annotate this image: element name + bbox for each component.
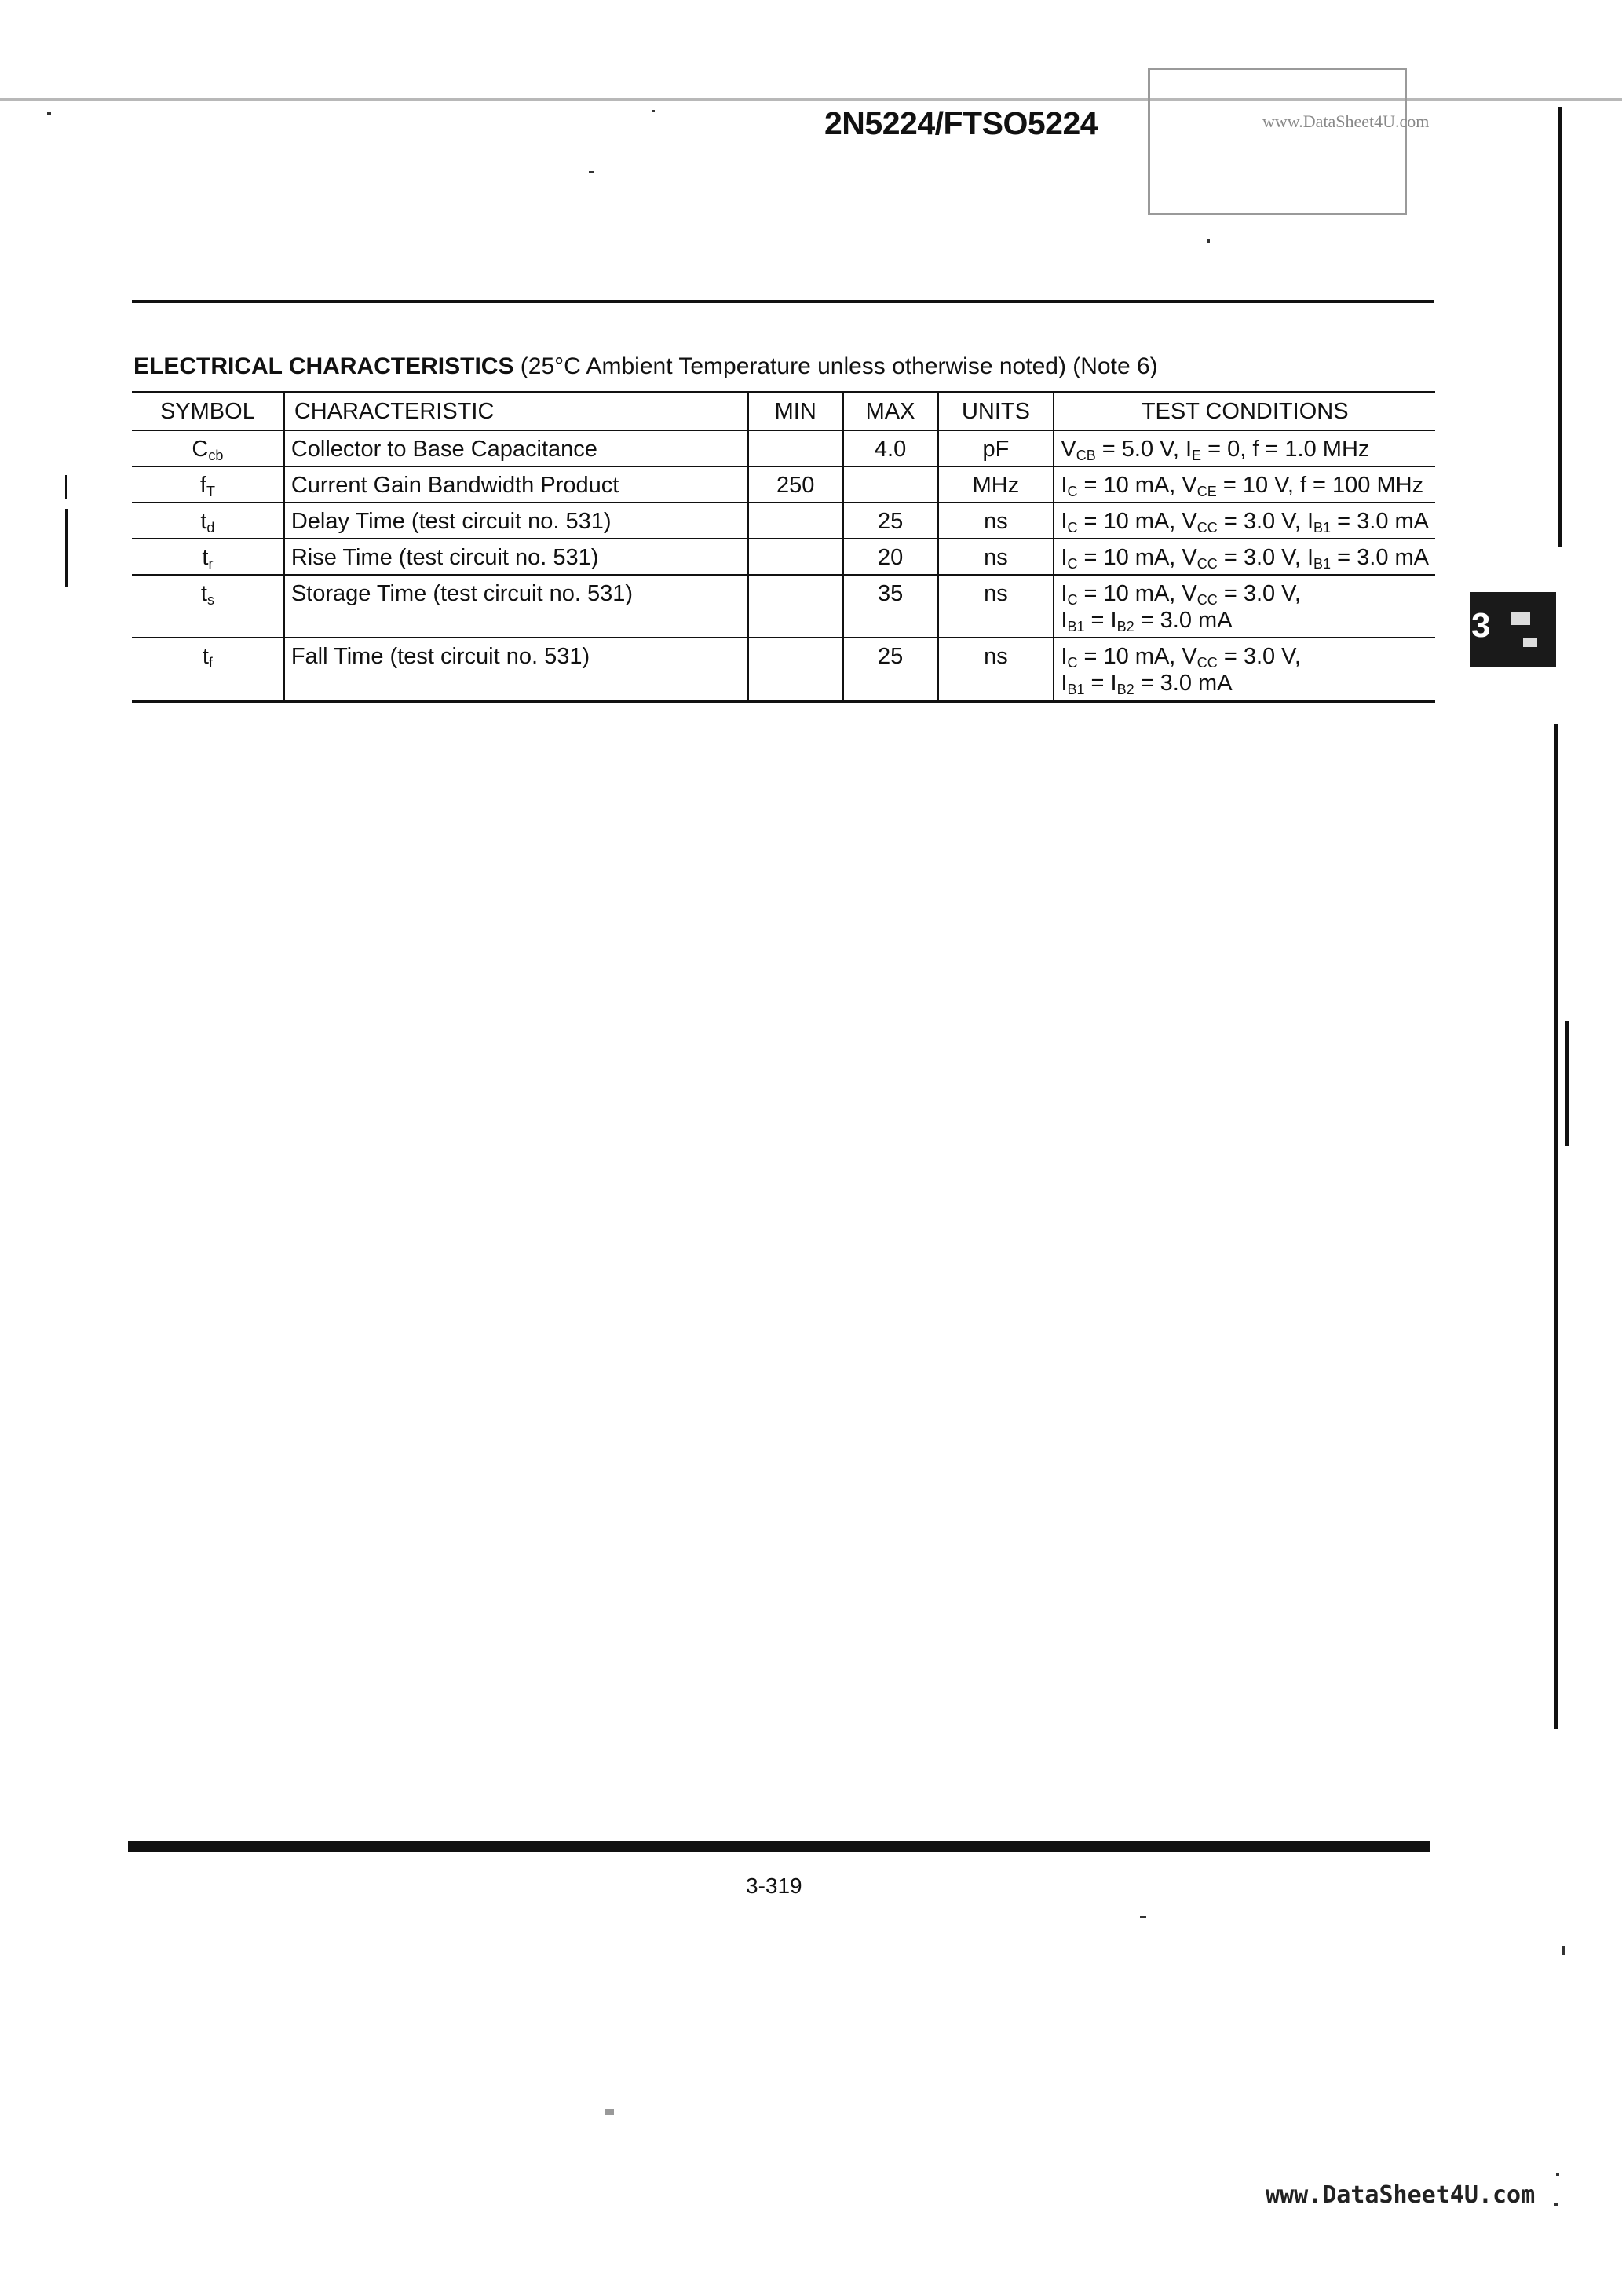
watermark-top: www.DataSheet4U.com [1262,112,1430,131]
cell-characteristic: Rise Time (test circuit no. 531) [284,539,748,575]
cell-min [748,503,843,539]
column-header-characteristic: CHARACTERISTIC [284,393,748,431]
cell-symbol: $t_r$ [132,539,284,575]
test-condition-line: $I_C = 10$ mA, $V_{CC} = 3.0$ V, $I_{B1} = 3.0$ mA [1061,545,1429,572]
cell-min [748,430,843,466]
cell-min [748,575,843,638]
cell-units: pF [938,430,1054,466]
margin-bar [1565,1021,1569,1146]
column-header-test-conditions: TEST CONDITIONS [1054,393,1435,431]
cell-test-conditions [1054,638,1435,701]
cell-units: ns [938,539,1054,575]
table-row [132,466,1435,503]
column-header-max: MAX [843,393,938,431]
test-condition-line: $I_C = 10$ mA, $V_{CC} = 3.0$ V, [1061,581,1301,608]
table-row [132,539,1435,575]
cell-max: 20 [843,539,938,575]
cell-characteristic: Storage Time (test circuit no. 531) [284,575,748,638]
margin-mark [65,509,68,587]
section-heading-note: (25°C Ambient Temperature unless otherwise noted) (Note 6) [513,353,1158,379]
cell-max: 35 [843,575,938,638]
scan-speck [1556,2173,1559,2176]
cell-characteristic: Delay Time (test circuit no. 531) [284,503,748,539]
page-number: 3-319 [746,1874,802,1898]
cell-max: 25 [843,503,938,539]
table-header-row [132,393,1435,431]
table-body [132,430,1435,701]
footer-rule [128,1841,1430,1852]
tab-speck [1523,638,1537,647]
column-header-min: MIN [748,393,843,431]
cell-test-conditions [1054,539,1435,575]
electrical-characteristics-table [132,391,1435,703]
column-header-units: UNITS [938,393,1054,431]
test-condition-line: $I_C = 10$ mA, $V_{CC} = 3.0$ V, $I_{B1} = 3.0$ mA [1061,509,1429,536]
cell-test-conditions [1054,466,1435,503]
table-row [132,430,1435,466]
scan-speck [1554,2203,1558,2206]
cell-units: MHz [938,466,1054,503]
table-row [132,575,1435,638]
table-row [132,638,1435,701]
stamp-box [1148,68,1407,215]
tab-speck [1511,612,1530,625]
scan-speck [652,110,655,112]
cell-test-conditions [1054,503,1435,539]
cell-symbol: $t_d$ [132,503,284,539]
table-row [132,503,1435,539]
cell-symbol: $f_T$ [132,466,284,503]
cell-symbol: $t_f$ [132,638,284,701]
scan-speck [1207,239,1210,243]
cell-max [843,466,938,503]
column-header-symbol: SYMBOL [132,393,284,431]
cell-units: ns [938,503,1054,539]
section-heading-bold: ELECTRICAL CHARACTERISTICS [133,353,514,379]
cell-test-conditions [1054,575,1435,638]
cell-characteristic: Current Gain Bandwidth Product [284,466,748,503]
watermark-bottom: www.DataSheet4U.com [1266,2181,1536,2209]
margin-bar [1554,724,1558,1729]
test-condition-line: $V_{CB} = 5.0$ V, $I_E = 0$, f = 1.0 MHz [1061,437,1370,463]
section-rule [132,300,1434,303]
section-tab-number: 3 [1471,606,1491,645]
cell-min [748,638,843,701]
cell-symbol: $t_s$ [132,575,284,638]
cell-characteristic: Fall Time (test circuit no. 531) [284,638,748,701]
scan-speck [605,2109,614,2115]
margin-mark [65,475,67,499]
cell-units: ns [938,575,1054,638]
margin-bar [1558,107,1562,547]
cell-min: 250 [748,466,843,503]
cell-characteristic: Collector to Base Capacitance [284,430,748,466]
cell-max: 4.0 [843,430,938,466]
scan-speck [1562,1946,1565,1955]
part-number-title: 2N5224/FTSO5224 [824,105,1098,141]
cell-max: 25 [843,638,938,701]
cell-test-conditions [1054,430,1435,466]
cell-min [748,539,843,575]
scan-speck [47,112,51,115]
section-heading [133,353,1158,380]
test-condition-line: $I_C = 10$ mA, $V_{CC} = 3.0$ V, [1061,644,1301,671]
test-condition-line: $I_{B1} = I_{B2} = 3.0$ mA [1061,608,1233,634]
cell-symbol: $C_{cb}$ [132,430,284,466]
cell-units: ns [938,638,1054,701]
test-condition-line: $I_{B1} = I_{B2} = 3.0$ mA [1061,671,1233,697]
scan-speck [1140,1916,1146,1918]
scan-speck [589,171,594,173]
test-condition-line: $I_C = 10$ mA, $V_{CE} = 10$ V, f = 100 MHz [1061,473,1424,499]
